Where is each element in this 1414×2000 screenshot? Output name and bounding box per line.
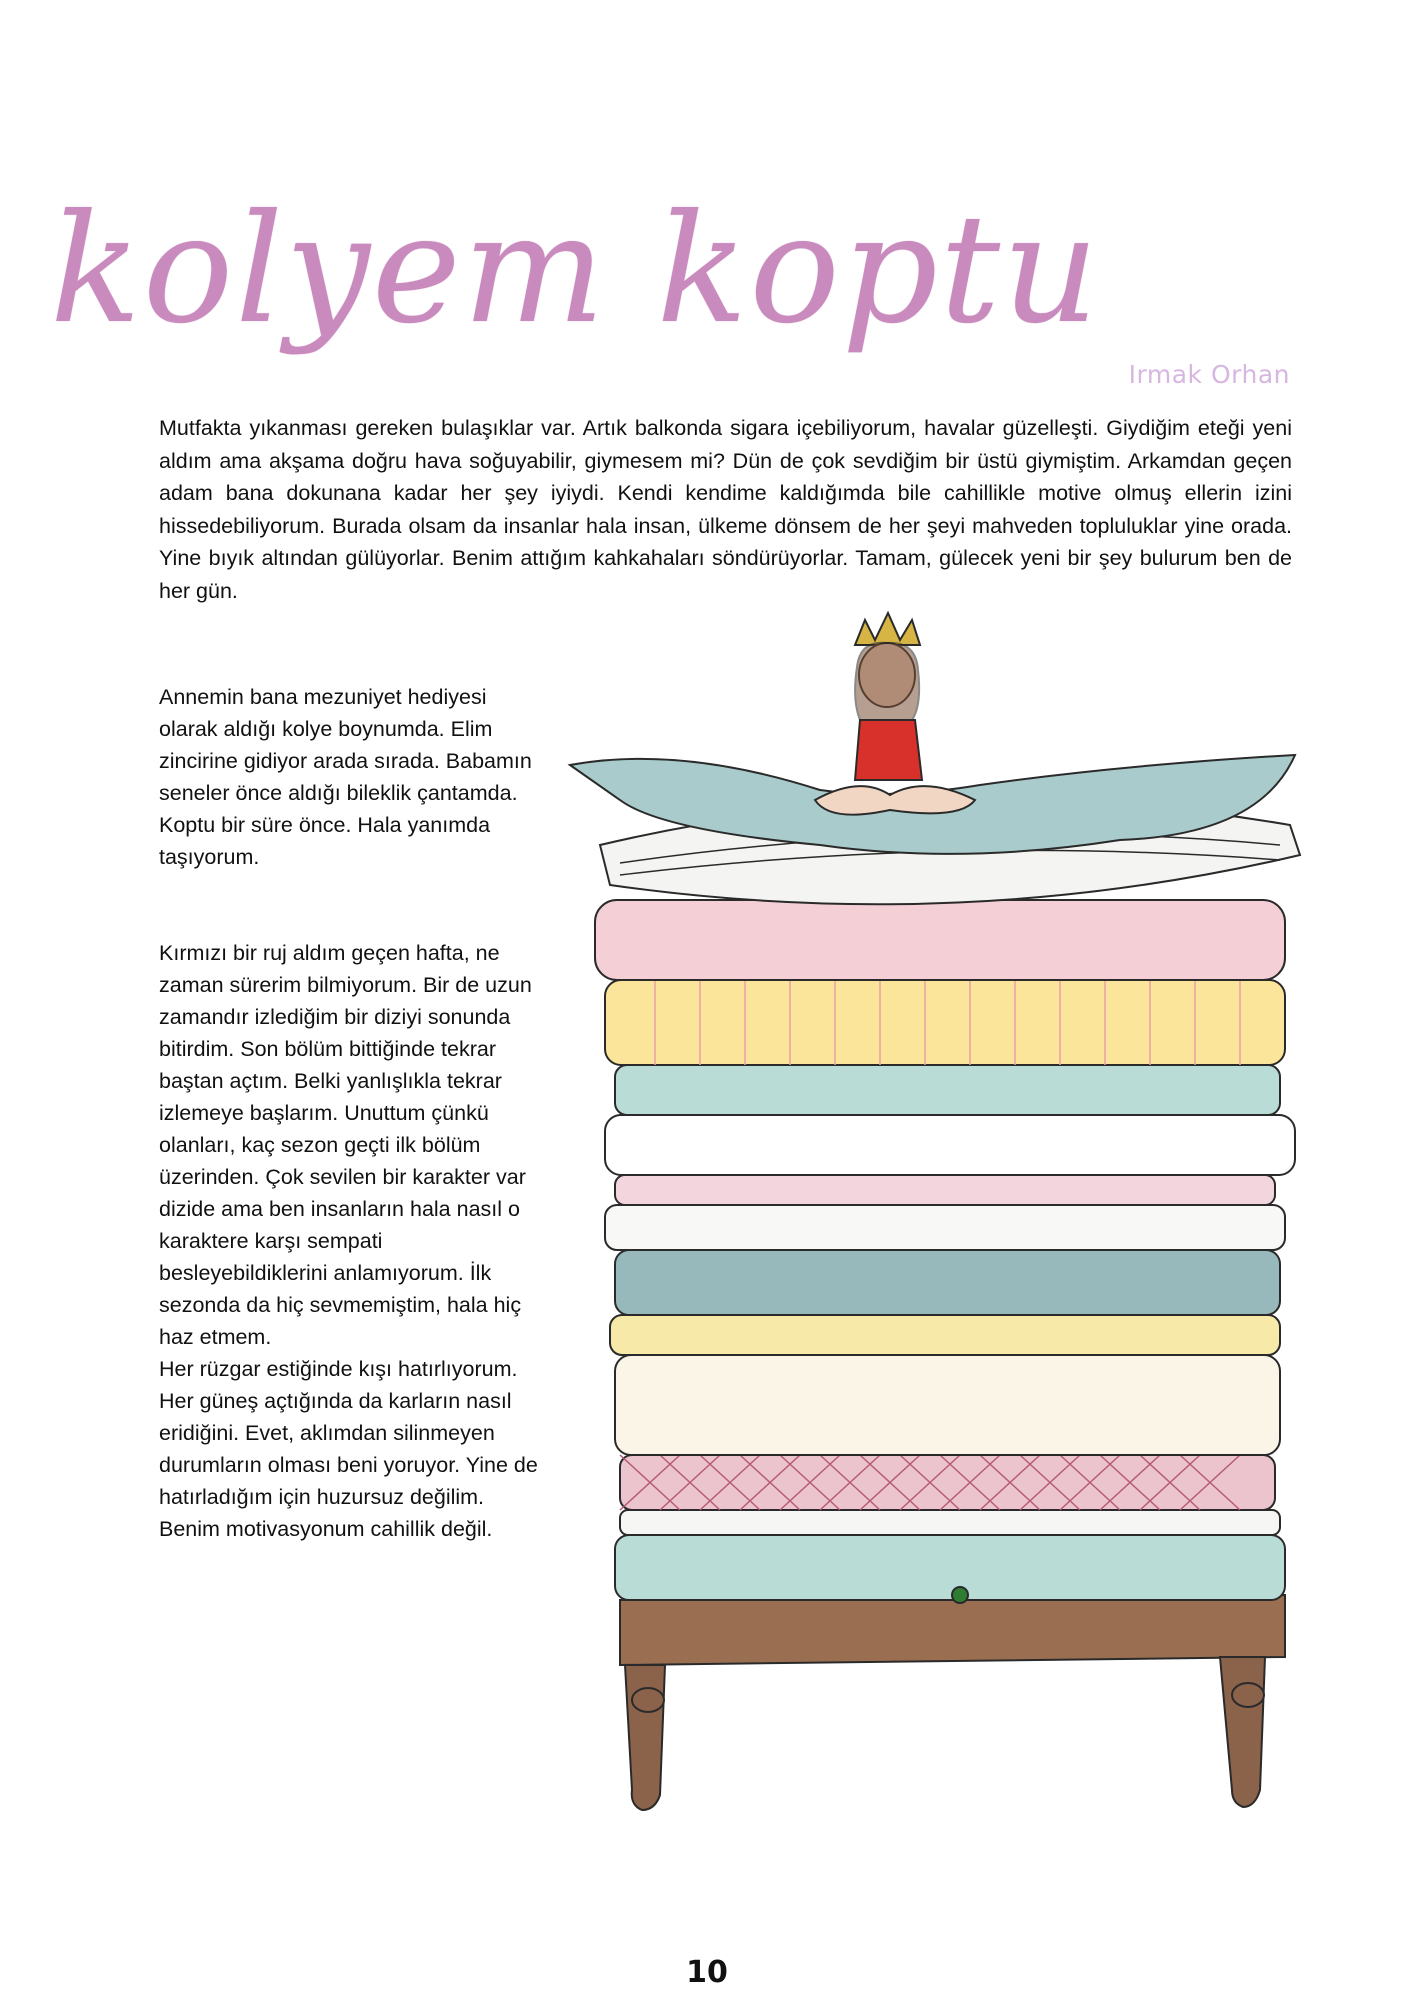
- princess-figure: [815, 613, 975, 815]
- mattress-stack: [595, 900, 1295, 1603]
- pillows: [570, 755, 1300, 904]
- paragraph-wind: Her rüzgar estiğinde kışı hatırlıyorum. Her güneş açtığında da karların nasıl eridiğini. Evet, aklımdan silinmeyen durumların olması beni yoruyor. Yine de hatırladığım için huzursuz değilim. Benim motivasyonum cahillik değil.: [159, 1357, 538, 1541]
- paragraph-lipstick: Kırmızı bir ruj aldım geçen hafta, ne zaman sürerim bilmiyorum. Bir de uzun zamandır izlediğim bir diziyi sonunda bitirdim. Son bölüm bittiğinde tekrar baştan açtım. Belki yanlışlıkla tekrar izlemeye başlarım. Unuttum çünkü olanları, kaç sezon geçti ilk bölüm üzerinden. Çok sevilen bir karakter var dizide ama ben insanların hala nasıl o karaktere karşı sempati besleyebildiklerini anlamıyorum. İlk sezonda da hiç sevmemiştim, hala hiç haz etmem.: [159, 941, 532, 1349]
- page-number: 10: [686, 1955, 728, 1990]
- princess-mattress-illustration: [560, 595, 1340, 1840]
- author-name: Irmak Orhan: [1128, 360, 1290, 389]
- intro-paragraph: Mutfakta yıkanması gereken bulaşıklar var. Artık balkonda sigara içebiliyorum, havalar güzelleşti. Giydiğim eteği yeni aldım ama akşama doğru hava soğuyabilir, giymesem mi? Dün de çok sevdiğim bir üstü giymiştim. Arkamdan geçen adam bana dokunana kadar her şey iyiydi. Kendi kendime kaldığımda bile cahillikle motive olmuş ellerin izini hissedebiliyorum. Burada olsam da insanlar hala insan, ülkeme dönsem de her şeyi mahveden topluluklar yine orada. Yine bıyık altından gülüyorlar. Benim attığım kahkahaları söndürüyorlar. Tamam, gülecek yeni bir şey bulurum ben de her gün.: [159, 416, 1292, 603]
- text-column-bottom: [159, 937, 539, 1545]
- paragraph-necklace: Annemin bana mezuniyet hediyesi olarak aldığı kolye boynumda. Elim zincirine gidiyor arada sırada. Babamın seneler önce aldığı bileklik çantamda. Koptu bir süre önce. Hala yanımda taşıyorum.: [159, 685, 532, 869]
- article-title: kolyem koptu: [50, 183, 1101, 357]
- text-column-top: [159, 681, 539, 873]
- bed-frame: [620, 1595, 1285, 1810]
